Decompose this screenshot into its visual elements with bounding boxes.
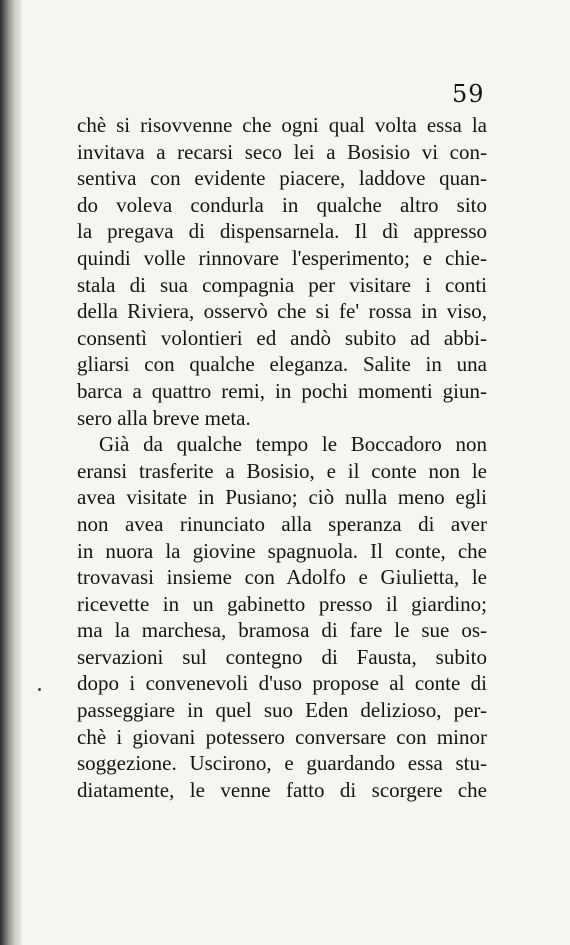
text-line: diatamente, le venne fatto di scorgere che (77, 777, 487, 802)
text-line: quindi volle rinnovare l'esperimento; e chie- (77, 245, 487, 270)
text-line: ma la marchesa, bramosa di fare le sue os- (77, 618, 487, 643)
text-line: della Riviera, osservò che si fe' rossa in viso, (77, 299, 487, 324)
text-line: in nuora la giovine spagnuola. Il conte, che (77, 538, 487, 563)
text-line: dopo i convenevoli d'uso propose al conte di (77, 671, 487, 696)
text-line: ricevette in un gabinetto presso il giardino; (77, 591, 487, 616)
text-line: consentì volontieri ed andò subito ad abbi- (77, 325, 487, 350)
text-line: sentiva con evidente piacere, laddove quan- (77, 166, 487, 191)
text-line: trovavasi insieme con Adolfo e Giulietta, le (77, 565, 487, 590)
text-line: eransi trasferite a Bosisio, e il conte non le (77, 458, 487, 483)
text-line: non avea rinunciato alla speranza di aver (77, 511, 487, 536)
text-line: avea visitate in Pusiano; ciò nulla meno egli (77, 485, 487, 510)
page-number: 59 (452, 80, 485, 108)
text-line: sero alla breve meta. (77, 405, 251, 430)
text-line: soggezione. Uscirono, e guardando essa stu- (77, 751, 487, 776)
text-line: stala di sua compagnia per visitare i conti (77, 272, 487, 297)
text-line: barca a quattro remi, in pochi momenti giun- (77, 378, 487, 403)
body-text (77, 112, 487, 803)
paper-speck (38, 688, 41, 691)
text-line: invitava a recarsi seco lei a Bosisio vi con- (77, 139, 487, 164)
text-line: servazioni sul contegno di Fausta, subito (77, 644, 487, 669)
text-line: Già da qualche tempo le Boccadoro non (99, 432, 487, 457)
text-line: do voleva condurla in qualche altro sito (77, 192, 487, 217)
text-line: passeggiare in quel suo Eden delizioso, per- (77, 698, 487, 723)
text-line: gliarsi con qualche eleganza. Salite in una (77, 352, 487, 377)
text-line: chè si risovvenne che ogni qual volta essa la (77, 113, 487, 137)
text-line: chè i giovani potessero conversare con minor (77, 724, 487, 749)
book-spine-shadow (0, 0, 22, 945)
text-line: la pregava di dispensarnela. Il dì appresso (77, 219, 487, 244)
